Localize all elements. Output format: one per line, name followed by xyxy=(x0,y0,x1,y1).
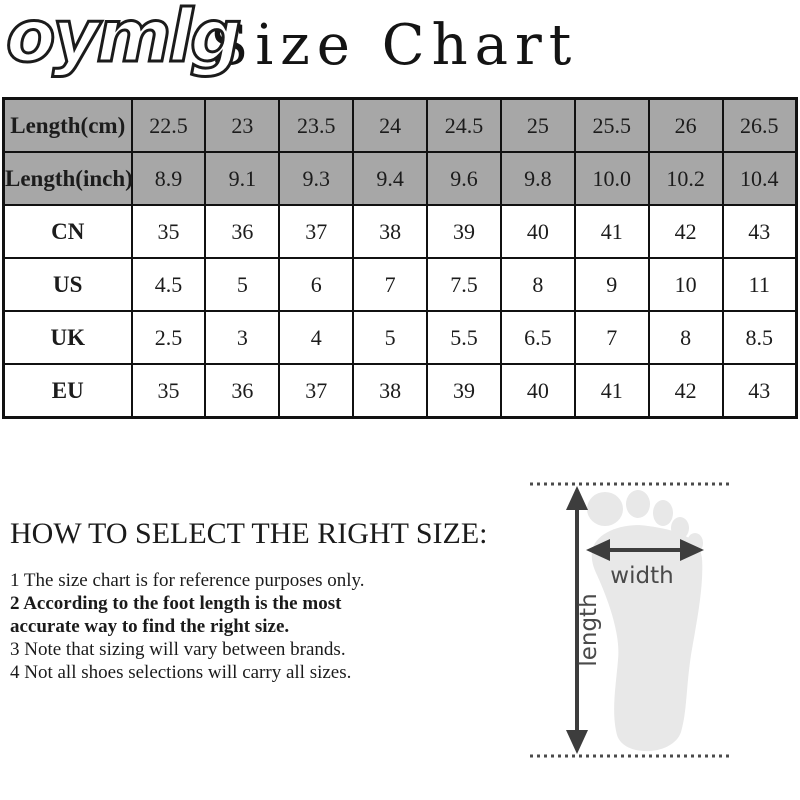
table-cell: 4.5 xyxy=(132,258,206,311)
table-row-length-cm xyxy=(4,99,797,153)
size-table xyxy=(2,97,798,419)
width-label: width xyxy=(610,563,674,589)
table-cell: 5.5 xyxy=(427,311,501,364)
table-cell: 26 xyxy=(649,99,723,153)
table-cell: 8 xyxy=(501,258,575,311)
toe xyxy=(653,500,673,526)
table-cell: 8 xyxy=(649,311,723,364)
table-cell: 37 xyxy=(279,205,353,258)
table-row-uk xyxy=(4,311,797,364)
row-label: Length(inch) xyxy=(4,152,132,205)
table-cell: 8.5 xyxy=(723,311,797,364)
table-cell: 9.4 xyxy=(353,152,427,205)
table-cell: 22.5 xyxy=(132,99,206,153)
table-cell: 5 xyxy=(205,258,279,311)
table-cell: 24.5 xyxy=(427,99,501,153)
row-label: UK xyxy=(4,311,132,364)
note-line: 2 According to the foot length is the most xyxy=(10,593,342,614)
table-cell: 9.3 xyxy=(279,152,353,205)
note-line: accurate way to find the right size. xyxy=(10,616,290,637)
table-cell: 23.5 xyxy=(279,99,353,153)
table-cell: 9.1 xyxy=(205,152,279,205)
table-cell: 37 xyxy=(279,364,353,418)
table-cell: 23 xyxy=(205,99,279,153)
table-row-us xyxy=(4,258,797,311)
page-title: Size Chart xyxy=(210,13,579,78)
brand-logo: oymlg xyxy=(6,0,239,78)
table-cell: 10 xyxy=(649,258,723,311)
row-label: Length(cm) xyxy=(4,99,132,153)
table-cell: 40 xyxy=(501,364,575,418)
table-cell: 26.5 xyxy=(723,99,797,153)
table-cell: 11 xyxy=(723,258,797,311)
row-label: EU xyxy=(4,364,132,418)
table-cell: 40 xyxy=(501,205,575,258)
howto-notes xyxy=(10,569,365,684)
table-cell: 6.5 xyxy=(501,311,575,364)
table-cell: 41 xyxy=(575,364,649,418)
howto-heading: HOW TO SELECT THE RIGHT SIZE: xyxy=(10,517,488,550)
table-cell: 9.8 xyxy=(501,152,575,205)
table-cell: 5 xyxy=(353,311,427,364)
table-row-eu xyxy=(4,364,797,418)
toe xyxy=(671,517,689,539)
note-line: 1 The size chart is for reference purposes only. xyxy=(10,570,365,591)
table-cell: 9 xyxy=(575,258,649,311)
table-cell: 38 xyxy=(353,205,427,258)
table-cell: 3 xyxy=(205,311,279,364)
table-row-length-inch xyxy=(4,152,797,205)
table-cell: 6 xyxy=(279,258,353,311)
table-cell: 24 xyxy=(353,99,427,153)
table-cell: 38 xyxy=(353,364,427,418)
table-cell: 9.6 xyxy=(427,152,501,205)
table-cell: 8.9 xyxy=(132,152,206,205)
footprint-shape xyxy=(587,490,703,751)
table-cell: 39 xyxy=(427,364,501,418)
table-cell: 43 xyxy=(723,205,797,258)
table-cell: 2.5 xyxy=(132,311,206,364)
big-toe xyxy=(587,492,623,526)
table-cell: 36 xyxy=(205,205,279,258)
table-cell: 7.5 xyxy=(427,258,501,311)
table-cell: 42 xyxy=(649,364,723,418)
table-cell: 36 xyxy=(205,364,279,418)
table-cell: 42 xyxy=(649,205,723,258)
table-cell: 4 xyxy=(279,311,353,364)
table-cell: 41 xyxy=(575,205,649,258)
table-cell: 7 xyxy=(575,311,649,364)
toe xyxy=(626,490,650,518)
table-cell: 25 xyxy=(501,99,575,153)
table-cell: 43 xyxy=(723,364,797,418)
table-cell: 10.4 xyxy=(723,152,797,205)
table-cell: 10.2 xyxy=(649,152,723,205)
table-cell: 10.0 xyxy=(575,152,649,205)
table-cell: 7 xyxy=(353,258,427,311)
note-line: 4 Not all shoes selections will carry all sizes. xyxy=(10,662,352,683)
table-cell: 35 xyxy=(132,364,206,418)
table-cell: 39 xyxy=(427,205,501,258)
table-cell: 35 xyxy=(132,205,206,258)
table-row-cn xyxy=(4,205,797,258)
length-label: length xyxy=(576,593,602,667)
row-label: US xyxy=(4,258,132,311)
note-line: 3 Note that sizing will vary between brands. xyxy=(10,639,346,660)
table-cell: 25.5 xyxy=(575,99,649,153)
row-label: CN xyxy=(4,205,132,258)
foot-measure-illustration xyxy=(530,440,790,770)
